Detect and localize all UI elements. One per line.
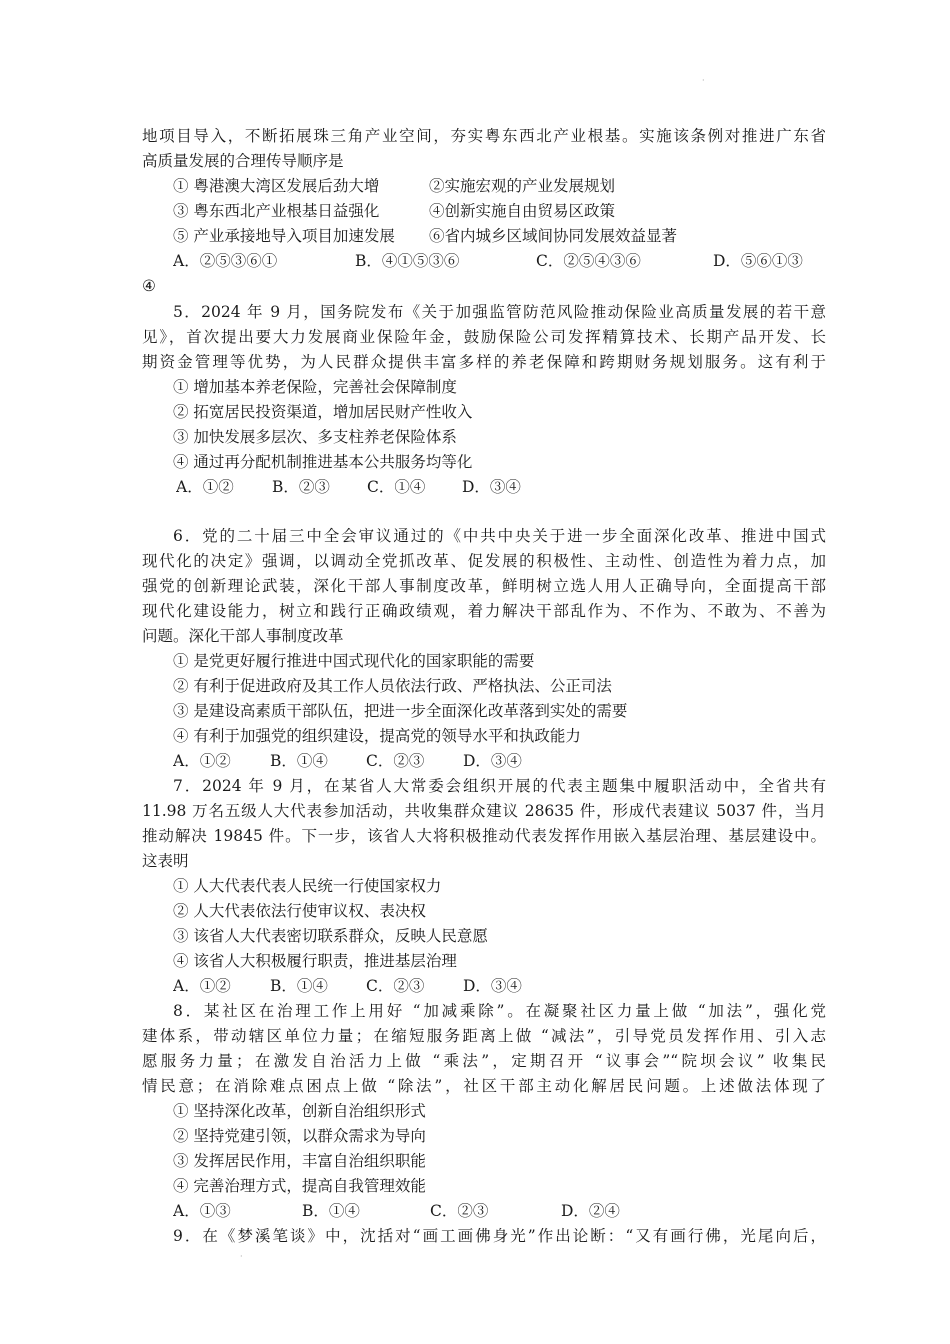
q4-item: ④创新实施自由贸易区政策 xyxy=(429,202,616,220)
option-b: B．②③ xyxy=(272,478,330,496)
q4-option-wrap: ④ xyxy=(142,277,156,295)
speck: · xyxy=(240,1252,243,1261)
speck: · xyxy=(702,76,705,85)
option-d: D．③④ xyxy=(462,478,521,496)
q4-item-row xyxy=(173,224,857,249)
q4-item: ⑤ 产业承接地导入项目加速发展 xyxy=(173,227,395,245)
q4-stem-line: 高质量发展的合理传导顺序是 xyxy=(142,152,344,170)
option-a: A．①② xyxy=(173,977,231,995)
q5-item: ① 增加基本养老保险，完善社会保障制度 xyxy=(173,378,457,396)
option-c: C．①④ xyxy=(367,478,426,496)
q8-item: ③ 发挥居民作用，丰富自治组织职能 xyxy=(173,1152,426,1170)
q4-options xyxy=(173,249,833,274)
q7-item: ③ 该省人大代表密切联系群众，反映人民意愿 xyxy=(173,927,488,945)
q7-stem-line: 推动解决 19845 件。下一步，该省人大将积极推动代表发挥作用嵌入基层治理、基层建设中。 xyxy=(142,827,826,845)
q7-item: ④ 该省人大积极履行职责，推进基层治理 xyxy=(173,952,457,970)
q4-item: ⑥省内城乡区域间协同发展效益显著 xyxy=(429,227,678,245)
option-d: D．③④ xyxy=(463,752,522,770)
q7-options xyxy=(173,974,593,999)
q5-stem-line: 5．2024 年 9 月，国务院发布《关于加强监管防范风险推动保险业高质量发展的若干意 xyxy=(173,303,826,321)
q7-item: ① 人大代表代表人民统一行使国家权力 xyxy=(173,877,442,895)
option-d: D．③④ xyxy=(463,977,522,995)
option-c: C．②③ xyxy=(366,752,425,770)
q7-stem-line: 这表明 xyxy=(142,852,189,870)
q8-options xyxy=(173,1199,653,1224)
q6-item: ① 是党更好履行推进中国式现代化的国家职能的需要 xyxy=(173,652,535,670)
option-c: C．②③ xyxy=(366,977,425,995)
option-a: A．①② xyxy=(173,752,231,770)
q8-stem-line: 8．某社区在治理工作上用好 “加减乘除”。在凝聚社区力量上做 “加法”，强化党 xyxy=(173,1002,826,1020)
option-b: B．①④ xyxy=(302,1202,360,1220)
option-b: B．①④ xyxy=(270,752,328,770)
q6-item: ④ 有利于加强党的组织建设，提高党的领导水平和执政能力 xyxy=(173,727,581,745)
q4-item-row xyxy=(173,199,857,224)
option-c: C．②③ xyxy=(430,1202,489,1220)
q8-item: ④ 完善治理方式，提高自我管理效能 xyxy=(173,1177,426,1195)
q6-stem-line: 6．党的二十届三中全会审议通过的《中共中央关于进一步全面深化改革、推进中国式 xyxy=(173,527,826,545)
q5-stem-line: 期资金管理等优势，为人民群众提供丰富多样的养老保障和跨期财务规划服务。这有利于 xyxy=(142,353,826,371)
q8-stem-line: 情民意；在消除难点困点上做 “除法”，社区干部主动化解居民问题。上述做法体现了 xyxy=(142,1077,826,1095)
q8-stem-line: 建体系，带动辖区单位力量；在缩短服务距离上做 “减法”，引导党员发挥作用、引入志 xyxy=(142,1027,826,1045)
q6-stem-line: 强党的创新理论武装，深化干部人事制度改革，鲜明树立选人用人正确导向，全面提高干部 xyxy=(142,577,826,595)
q5-item: ③ 加快发展多层次、多支柱养老保险体系 xyxy=(173,428,457,446)
q4-stem-line: 地项目导入，不断拓展珠三角产业空间，夯实粤东西北产业根基。实施该条例对推进广东省 xyxy=(142,127,826,145)
q6-item: ③ 是建设高素质干部队伍，把进一步全面深化改革落到实处的需要 xyxy=(173,702,628,720)
q4-item-row xyxy=(173,174,857,199)
q8-item: ② 坚持党建引领，以群众需求为导向 xyxy=(173,1127,426,1145)
q5-item: ④ 通过再分配机制推进基本公共服务均等化 xyxy=(173,453,473,471)
q8-stem-line: 愿服务力量；在激发自治活力上做 “乘法”，定期召开 “议事会”“院坝会议” 收集民 xyxy=(142,1052,826,1070)
q6-options xyxy=(173,749,593,774)
option-b: B．④①⑤③⑥ xyxy=(355,252,460,270)
option-b: B．①④ xyxy=(270,977,328,995)
q5-stem-line: 见》，首次提出要大力发展商业保险年金，鼓励保险公司发挥精算技术、长期产品开发、长 xyxy=(142,328,826,346)
option-d: D．⑤⑥①③ xyxy=(713,252,803,270)
q7-item: ② 人大代表依法行使审议权、表决权 xyxy=(173,902,426,920)
q5-options xyxy=(176,475,576,500)
q9-stem-line: 9．在《梦溪笔谈》中，沈括对“画工画佛身光”作出论断：“又有画行佛，光尾向后， xyxy=(173,1227,826,1245)
q7-stem-line: 7．2024 年 9 月，在某省人大常委会组织开展的代表主题集中履职活动中，全省共有 xyxy=(173,777,826,795)
q6-stem-line: 现代化建设能力，树立和践行正确政绩观，着力解决干部乱作为、不作为、不敢为、不善为 xyxy=(142,602,826,620)
q8-item: ① 坚持深化改革，创新自治组织形式 xyxy=(173,1102,426,1120)
option-a: A．①③ xyxy=(173,1202,231,1220)
q6-item: ② 有利于促进政府及其工作人员依法行政、严格执法、公正司法 xyxy=(173,677,612,695)
q6-stem-line: 问题。深化干部人事制度改革 xyxy=(142,627,344,645)
q4-item: ③ 粤东西北产业根基日益强化 xyxy=(173,202,380,220)
option-c: C．②⑤④③⑥ xyxy=(536,252,641,270)
option-a: A．①② xyxy=(176,478,234,496)
q5-item: ② 拓宽居民投资渠道，增加居民财产性收入 xyxy=(173,403,473,421)
option-d: D．②④ xyxy=(561,1202,620,1220)
q7-stem-line: 11.98 万名五级人大代表参加活动，共收集群众建议 28635 件，形成代表建议 5037 件，当月 xyxy=(142,802,826,820)
option-a: A．②⑤③⑥① xyxy=(173,252,278,270)
q4-item: ① 粤港澳大湾区发展后劲大增 xyxy=(173,177,380,195)
q6-stem-line: 现代化的决定》强调，以调动全党抓改革、促发展的积极性、主动性、创造性为着力点，加 xyxy=(142,552,826,570)
q4-item: ②实施宏观的产业发展规划 xyxy=(429,177,616,195)
